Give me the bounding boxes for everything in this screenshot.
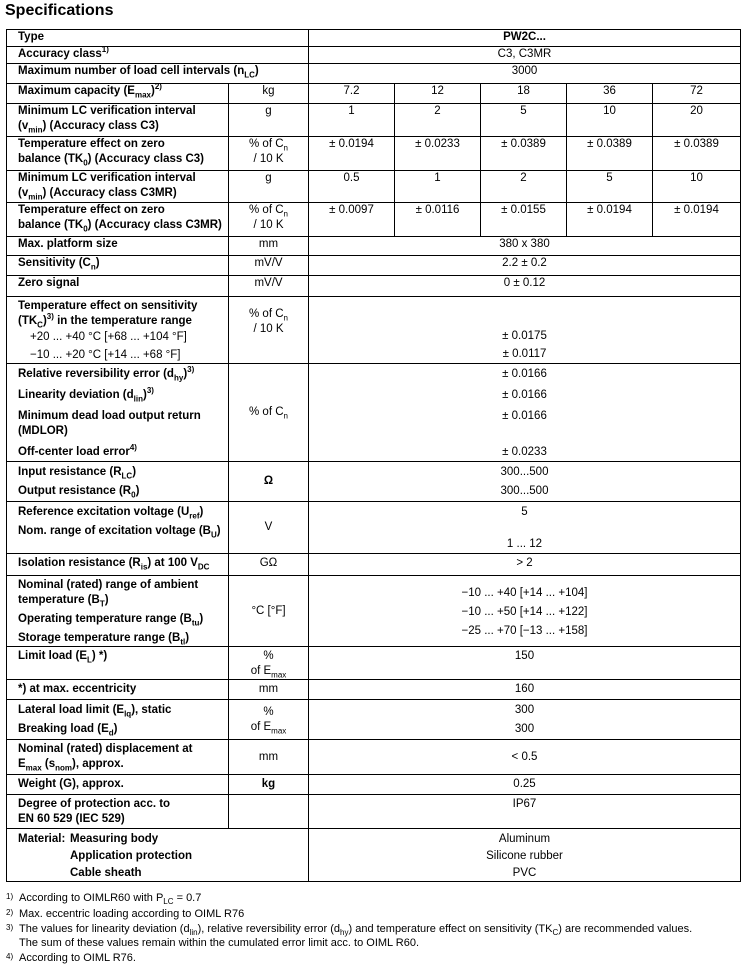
platform-size-unit: mm bbox=[229, 237, 309, 256]
row-max-capacity bbox=[7, 84, 741, 104]
displacement-value: < 0.5 bbox=[309, 740, 741, 775]
zero-signal-unit: mV/V bbox=[229, 276, 309, 297]
isolation-value: > 2 bbox=[309, 554, 741, 576]
vmin-c3mr-value: 10 bbox=[653, 171, 741, 203]
row-errors bbox=[7, 364, 741, 462]
max-capacity-unit: kg bbox=[229, 84, 309, 104]
temperature-unit: °C [°F] bbox=[229, 576, 309, 647]
type-label: Type bbox=[7, 30, 309, 47]
vmin-c3-value: 1 bbox=[309, 104, 395, 137]
max-capacity-label: Maximum capacity $(E_{max})^{2)}$ bbox=[7, 84, 229, 104]
platform-size-value: 380 x 380 bbox=[309, 237, 741, 256]
tkc-range-2: −10 ... +20 °C [+14 ... +68 °F] bbox=[30, 349, 181, 361]
tk0-c3mr-label: Temperature effect on zero balance $(TK_0)$ (Accuracy class C3MR) bbox=[7, 203, 229, 237]
footnote-2: 2) Max. eccentric loading according to OIML R76 bbox=[6, 907, 245, 920]
page-title: Specifications bbox=[5, 2, 114, 19]
row-excitation bbox=[7, 502, 741, 554]
vmin-c3-unit: g bbox=[229, 104, 309, 137]
weight-unit: kg bbox=[229, 775, 309, 795]
footnote-3: 3) The values for linearity deviation $(d_{lin})$, relative reversibility error $(d_{hy})$ and temperature effect on sensitivity $(TK_C)$ are recommended values. The sum of these values remain within the cumulated error limit acc. to OIML R60. bbox=[6, 923, 693, 949]
tk0-c3mr-value: ± 0.0155 bbox=[481, 203, 567, 237]
errors-labels: Relative reversibility error $(d_{hy})^{3)}$ Linearity deviation $(d_{lin})^{3)}$ Minimum dead load output return (MDLOR) Off-center load error$^{4)}$ bbox=[7, 364, 229, 462]
lateral-load-unit: % of $E_{max}$ bbox=[229, 700, 309, 740]
tk0-c3mr-value: ± 0.0097 bbox=[309, 203, 395, 237]
sensitivity-value: 2.2 ± 0.2 bbox=[309, 256, 741, 276]
vmin-c3mr-value: 1 bbox=[395, 171, 481, 203]
vmin-c3mr-value: 5 bbox=[567, 171, 653, 203]
tk0-c3-label: Temperature effect on zero balance $(TK_0)$ (Accuracy class C3) bbox=[7, 137, 229, 171]
resistance-labels: Input resistance $(R_{LC})$ Output resistance $(R_0)$ bbox=[7, 462, 229, 502]
limit-load-value: 150 bbox=[309, 647, 741, 680]
isolation-unit: GΩ bbox=[229, 554, 309, 576]
tk0-c3-value: ± 0.0389 bbox=[481, 137, 567, 171]
tk0-c3-value: ± 0.0233 bbox=[395, 137, 481, 171]
row-tk0-c3 bbox=[7, 137, 741, 171]
footnote-4: 4) According to OIML R76. bbox=[6, 952, 136, 964]
footnotes bbox=[6, 892, 740, 968]
tk0-c3-unit: % of $C_n$ / 10 K bbox=[229, 137, 309, 171]
limit-load-unit: % of $E_{max}$ bbox=[229, 647, 309, 680]
weight-value: 0.25 bbox=[309, 775, 741, 795]
max-capacity-value: 36 bbox=[567, 84, 653, 104]
eccentricity-unit: mm bbox=[229, 680, 309, 700]
max-intervals-value: 3000 bbox=[309, 64, 741, 84]
row-max-intervals bbox=[7, 64, 741, 84]
tkc-value-1: ± 0.0175 bbox=[502, 330, 547, 342]
row-zero-signal bbox=[7, 276, 741, 297]
protection-unit bbox=[229, 795, 309, 829]
vmin-c3mr-label: Minimum LC verification interval $(v_{min})$ (Accuracy class C3MR) bbox=[7, 171, 229, 203]
tkc-label: Temperature effect on sensitivity $(TK_C)^{3)}$ in the temperature range +20 ... +40 °C [+68 ... +104 °F] −10 ... +20 °C [+14 ... +68 °F] bbox=[7, 297, 229, 364]
sensitivity-label: Sensitivity $(C_n)$ bbox=[7, 256, 229, 276]
max-capacity-value: 72 bbox=[653, 84, 741, 104]
material-values: Aluminum Silicone rubber PVC bbox=[309, 829, 741, 882]
footnote-1: 1) According to OIMLR60 with $P_{LC} = 0.7$ bbox=[6, 892, 202, 907]
row-vmin-c3mr bbox=[7, 171, 741, 203]
max-capacity-value: 12 bbox=[395, 84, 481, 104]
max-intervals-label: Maximum number of load cell intervals $(n_{LC})$ bbox=[7, 64, 309, 84]
material-label: Material: Measuring body Application protection Cable sheath bbox=[7, 829, 309, 882]
tk0-c3-value: ± 0.0389 bbox=[653, 137, 741, 171]
type-value: PW2C... bbox=[309, 30, 741, 47]
tkc-unit: % of $C_n$ / 10 K bbox=[229, 297, 309, 364]
row-weight bbox=[7, 775, 741, 795]
row-limit-load bbox=[7, 647, 741, 680]
vmin-c3mr-value: 0.5 bbox=[309, 171, 395, 203]
zero-signal-label: Zero signal bbox=[7, 276, 229, 297]
row-platform-size bbox=[7, 237, 741, 256]
row-material bbox=[7, 829, 741, 882]
weight-label: Weight (G), approx. bbox=[7, 775, 229, 795]
errors-unit: % of $C_n$ bbox=[229, 364, 309, 462]
row-tk0-c3mr bbox=[7, 203, 741, 237]
tk0-c3-value: ± 0.0194 bbox=[309, 137, 395, 171]
isolation-label: Isolation resistance $(R_{is})$ at 100 $V_{DC}$ bbox=[7, 554, 229, 576]
accuracy-class-value: C3, C3MR bbox=[309, 47, 741, 64]
vmin-c3-value: 2 bbox=[395, 104, 481, 137]
row-resistance bbox=[7, 462, 741, 502]
zero-signal-value: 0 ± 0.12 bbox=[309, 276, 741, 297]
vmin-c3-label: Minimum LC verification interval $(v_{min})$ (Accuracy class C3) bbox=[7, 104, 229, 137]
tk0-c3mr-value: ± 0.0194 bbox=[653, 203, 741, 237]
row-lateral-load bbox=[7, 700, 741, 740]
row-vmin-c3 bbox=[7, 104, 741, 137]
platform-size-label: Max. platform size bbox=[7, 237, 229, 256]
displacement-label: Nominal (rated) displacement at $E_{max}$ $(s_{nom})$, approx. bbox=[7, 740, 229, 775]
excitation-values: 5 1 ... 12 bbox=[309, 502, 741, 554]
temperature-values: −10 ... +40 [+14 ... +104] −10 ... +50 [+14 ... +122] −25 ... +70 [−13 ... +158] bbox=[309, 576, 741, 647]
eccentricity-label: *) at max. eccentricity bbox=[7, 680, 229, 700]
row-eccentricity bbox=[7, 680, 741, 700]
vmin-c3mr-unit: g bbox=[229, 171, 309, 203]
row-displacement bbox=[7, 740, 741, 775]
temperature-labels: Nominal (rated) range of ambient temperature $(B_T)$ Operating temperature range $(B_{tu})$ Storage temperature range $(B_{tl})$ bbox=[7, 576, 229, 647]
row-temperatures bbox=[7, 576, 741, 647]
vmin-c3-value: 20 bbox=[653, 104, 741, 137]
lateral-load-values: 300 300 bbox=[309, 700, 741, 740]
tk0-c3-value: ± 0.0389 bbox=[567, 137, 653, 171]
row-accuracy-class bbox=[7, 47, 741, 64]
limit-load-label: Limit load $(E_L)$ *) bbox=[7, 647, 229, 680]
tk0-c3mr-value: ± 0.0116 bbox=[395, 203, 481, 237]
accuracy-class-label: Accuracy class$^{1)}$ bbox=[7, 47, 309, 64]
max-capacity-value: 18 bbox=[481, 84, 567, 104]
displacement-unit: mm bbox=[229, 740, 309, 775]
errors-values: ± 0.0166 ± 0.0166 ± 0.0166 ± 0.0233 bbox=[309, 364, 741, 462]
protection-label: Degree of protection acc. to EN 60 529 (IEC 529) bbox=[7, 795, 229, 829]
row-type bbox=[7, 30, 741, 47]
resistance-values: 300...500 300...500 bbox=[309, 462, 741, 502]
excitation-unit: V bbox=[229, 502, 309, 554]
tk0-c3mr-unit: % of $C_n$ / 10 K bbox=[229, 203, 309, 237]
max-capacity-value: 7.2 bbox=[309, 84, 395, 104]
sensitivity-unit: mV/V bbox=[229, 256, 309, 276]
row-isolation bbox=[7, 554, 741, 576]
row-sensitivity bbox=[7, 256, 741, 276]
specifications-table bbox=[6, 29, 741, 882]
lateral-load-labels: Lateral load limit $(E_{lq})$, static Breaking load $(E_d)$ bbox=[7, 700, 229, 740]
protection-value: IP67 bbox=[309, 795, 741, 829]
tkc-value-2: ± 0.0117 bbox=[502, 348, 547, 360]
resistance-unit: Ω bbox=[229, 462, 309, 502]
tkc-values bbox=[309, 297, 741, 364]
vmin-c3-value: 5 bbox=[481, 104, 567, 137]
excitation-labels: Reference excitation voltage $(U_{ref})$ Nom. range of excitation voltage $(B_U)$ bbox=[7, 502, 229, 554]
tkc-range-1: +20 ... +40 °C [+68 ... +104 °F] bbox=[30, 331, 187, 343]
row-tkc bbox=[7, 297, 741, 364]
row-protection bbox=[7, 795, 741, 829]
vmin-c3-value: 10 bbox=[567, 104, 653, 137]
tk0-c3mr-value: ± 0.0194 bbox=[567, 203, 653, 237]
eccentricity-value: 160 bbox=[309, 680, 741, 700]
vmin-c3mr-value: 2 bbox=[481, 171, 567, 203]
